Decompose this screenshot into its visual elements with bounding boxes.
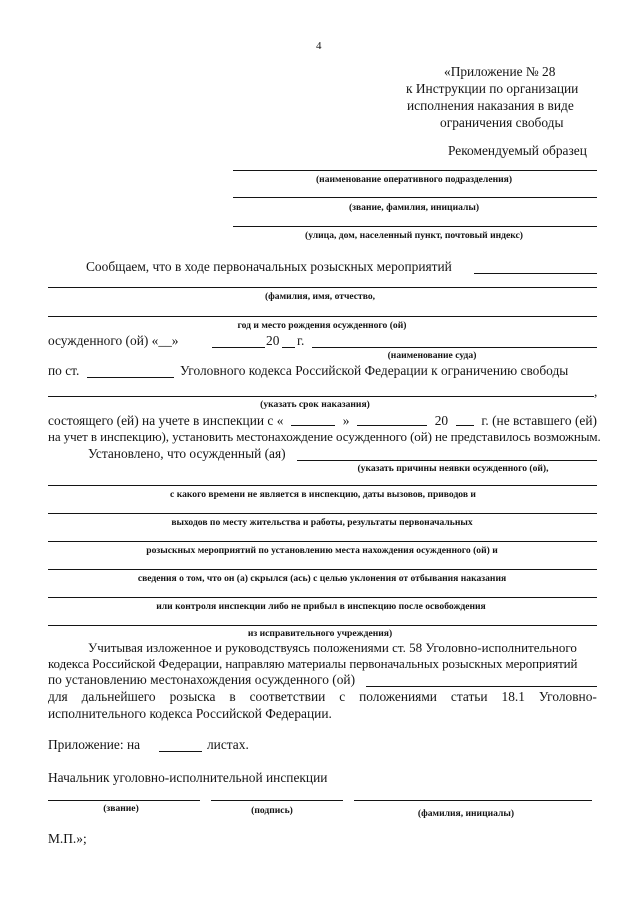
reason-line-4 <box>48 569 597 570</box>
registered-line2: на учет в инспекцию), установить местонахождение осужденного (ой) не представилось возможным. <box>48 429 601 444</box>
registered-part-c: 20 <box>434 413 449 428</box>
convicted-year-suffix: г. <box>297 333 305 348</box>
hint-r5: или контроля инспекции либо не прибыл в инспекцию после освобождения <box>156 601 486 612</box>
registered-month-line <box>357 413 427 426</box>
p2-line5: исполнительного кодекса Российской Федерации. <box>48 706 332 721</box>
fio-line <box>48 287 597 288</box>
hint-sig-rank: (звание) <box>103 803 139 814</box>
term-comma: , <box>594 384 598 399</box>
p2-w7: статьи <box>450 689 488 704</box>
convicted-prefix: осужденного (ой) «__» <box>48 333 179 348</box>
page-number: 4 <box>316 40 322 52</box>
court-line <box>312 347 597 348</box>
hint-r3: розыскных мероприятий по установлению места нахождения осужденного (ой) и <box>146 545 498 556</box>
address-line <box>233 226 597 227</box>
convicted-year: 20 <box>266 333 280 348</box>
p2-line2: кодекса Российской Федерации, направляю материалы первоначальных розыскных мероприятий <box>48 656 578 671</box>
convicted-date-line <box>212 347 265 348</box>
hint-sig-sign: (подпись) <box>251 805 293 816</box>
reason-line-1 <box>48 485 597 486</box>
registered-row <box>48 413 597 429</box>
inform-text: Сообщаем, что в ходе первоначальных розыскных мероприятий <box>86 259 452 274</box>
sig-sign-line <box>211 800 343 801</box>
hint-r2: выходов по месту жительства и работы, результаты первоначальных <box>171 517 473 528</box>
hint-court: (наименование суда) <box>387 350 477 361</box>
rank-name-line <box>233 197 597 198</box>
article-text: Уголовного кодекса Российской Федерации к ограничению свободы <box>180 363 569 378</box>
hint-unit: (наименование оперативного подразделения) <box>315 174 513 185</box>
registered-part-b: » <box>342 413 350 428</box>
hint-sig-name: (фамилия, инициалы) <box>417 808 515 819</box>
p2-w4: соответствии <box>249 689 326 704</box>
p2-w6: положениями <box>359 689 437 704</box>
term-line <box>48 396 594 397</box>
appendix-line1: «Приложение № 28 <box>444 64 556 79</box>
p2-w9: Уголовно- <box>538 689 597 704</box>
reason-line-3 <box>48 541 597 542</box>
article-number-line <box>87 377 174 378</box>
registered-part-a: состоящего (ей) на учете в инспекции с « <box>48 413 284 428</box>
p2-line1: Учитывая изложенное и руководствуясь положениями ст. 58 Уголовно-исполнительного <box>88 640 577 655</box>
attachment-blank <box>159 751 202 752</box>
appendix-line2: к Инструкции по организации <box>406 81 579 96</box>
p2-line4 <box>48 689 597 705</box>
reason-line-6 <box>48 625 597 626</box>
appendix-line3: исполнения наказания в виде <box>407 98 574 113</box>
hint-r6: из исправительного учреждения) <box>247 628 393 639</box>
reason-line-2 <box>48 513 597 514</box>
sig-name-line <box>354 800 592 801</box>
p2-w1: дальнейшего <box>81 689 156 704</box>
attachment-a: Приложение: на <box>48 737 141 752</box>
p2-w3: в <box>229 689 236 704</box>
hint-fio: (фамилия, имя, отчество, <box>264 291 376 302</box>
registered-year-line <box>456 413 474 426</box>
birth-line <box>48 316 597 317</box>
registered-part-d: г. (не вставшего (ей) <box>481 413 597 428</box>
hint-rank-name: (звание, фамилия, инициалы) <box>348 202 480 213</box>
unit-line <box>233 170 597 171</box>
registered-day-line <box>291 413 335 426</box>
p2-w2: розыска <box>169 689 216 704</box>
convicted-year-line <box>282 347 295 348</box>
seal-mark: М.П.»; <box>48 831 87 846</box>
hint-birth: год и место рождения осужденного (ой) <box>237 320 407 331</box>
article-prefix: по ст. <box>48 363 80 378</box>
recommended-sample: Рекомендуемый образец <box>448 143 587 158</box>
head-title: Начальник уголовно-исполнительной инспекции <box>48 770 328 785</box>
p2-w5: с <box>339 689 346 704</box>
p2-line3-blank <box>366 686 597 687</box>
p2-w0: для <box>48 689 68 704</box>
attachment-b: листах. <box>207 737 249 752</box>
hint-r4: сведения о том, что он (а) скрылся (ась) с целью уклонения от отбывания наказания <box>137 573 507 584</box>
sig-rank-line <box>48 800 200 801</box>
hint-r1: с какого времени не является в инспекцию, даты вызовов, приводов и <box>170 489 476 500</box>
established-line <box>297 460 597 461</box>
reason-line-5 <box>48 597 597 598</box>
hint-reasons: (указать причины неявки осужденного (ой), <box>357 463 549 474</box>
inform-line <box>474 273 597 274</box>
hint-address: (улица, дом, населенный пункт, почтовый индекс) <box>305 230 523 241</box>
appendix-line4: ограничения свободы <box>440 115 564 130</box>
p2-line3: по установлению местонахождения осужденного (ой) <box>48 672 356 687</box>
established-text: Установлено, что осужденный (ая) <box>88 446 286 461</box>
hint-term: (указать срок наказания) <box>260 399 370 410</box>
p2-w8: 18.1 <box>501 689 525 704</box>
